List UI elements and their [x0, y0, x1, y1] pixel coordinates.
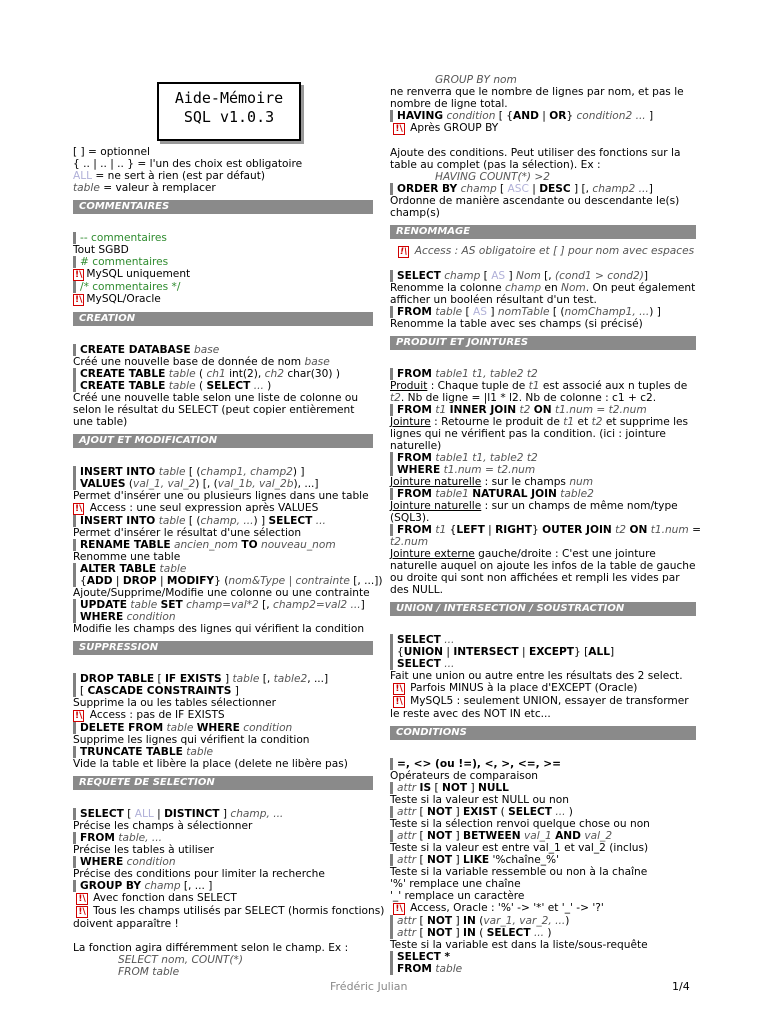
- legend-all: ALL = ne sert à rien (est par défaut): [73, 170, 266, 182]
- warning-icon: !\: [75, 270, 83, 280]
- warning-icon: !\: [78, 907, 86, 917]
- comment-dash: -- commentaires: [73, 232, 373, 244]
- section-header-conditions: CONDITIONS: [390, 726, 696, 740]
- warning-icon: !\: [75, 295, 83, 305]
- comment-block: /* commentaires */: [73, 281, 373, 293]
- warning-icon: !\: [75, 711, 83, 721]
- section-header-ajout: AJOUT ET MODIFICATION: [73, 434, 373, 448]
- warning-icon: !\: [395, 684, 403, 694]
- footer-page-number: 1/4: [672, 980, 690, 993]
- section-header-suppression: SUPPRESSION: [73, 641, 373, 655]
- footer-author: Frédéric Julian: [330, 980, 408, 993]
- section-header-union: UNION / INTERSECTION / SOUSTRACTION: [390, 602, 696, 616]
- warning-icon: !\: [78, 894, 86, 904]
- left-column: [ ] = optionnel { .. | .. | .. } = l'un des choix est obligatoire ALL = ne sert à rien (est par défaut) table = valeur à remplacer COMMENTAIRES -- commentaires Tout SGBD # commentaires !\ MySQL uniquement /* commentaires */ !\ MySQL/Oracle CREATION CREATE DATABASE base Créé une nouvelle base de donnée de nom base CREATE TABLE table ( ch1 int(2), ch2 char(30) ) CREATE TABLE table ( SELECT ... ) Créé une nouvelle table selon une liste de colonne ou selon le résultat du SELECT (peut copier entièrement une table) AJOUT ET MODIFICATION INSERT INTO table [ (champ1, champ2) ] VALUES (val_1, val_2) [, (val_1b, val_2b), ...] Permet d'insérer une ou plusieurs lignes dans une table !\ Access : une seul expression après VALUES INSERT INTO table [ (champ, ...) ] SELECT ... Permet d'insérer le résultat d'une sélection RENAME TABLE ancien_nom TO nouveau_nom Renomme une table ALTER TABLE table {ADD | DROP | MODIFY} (nom&Type | contrainte [, ...]) Ajoute/Supprime/Modifie une colonne ou une contrainte UPDATE table SET champ=val*2 [, champ2=val2 ...] WHERE condition Modifie les champs des lignes qui vérifient la condition SUPPRESSION DROP TABLE [ IF EXISTS ] table [, table2, ...] [ CASCADE CONSTRAINTS ] Supprime la ou les tables sélectionner !\ Access : pas de IF EXISTS DELETE FROM table WHERE condition Supprime les lignes qui vérifient la condition TRUNCATE TABLE table Vide la table et libère la place (delete ne libère pas) REQUETE DE SELECTION SELECT [ ALL | DISTINCT ] champ, ... Précise les champs à sélectionner FROM table, ... Précise les tables à utiliser WHERE condition Précise des conditions pour limiter la recherche GROUP BY champ [, ... ] !\ Avec fonction dans SELECT !\ Tous les champs utilisés par SELECT (hormis fonctions) doivent apparaître ! La fonction agira différemment selon le champ. Ex : SELECT nom, COUNT(*) FROM table: [73, 146, 385, 978]
- section-header-requete: REQUETE DE SELECTION: [73, 776, 373, 790]
- warning-icon: !\: [395, 124, 403, 134]
- comment-hash: # commentaires: [73, 256, 373, 268]
- legend-optional: [ ] = optionnel: [73, 146, 150, 158]
- warning-icon: !\: [395, 904, 403, 914]
- legend-table: table = valeur à remplacer: [73, 182, 216, 194]
- section-header-creation: CREATION: [73, 312, 373, 326]
- doc-version: SQL v1.0.3: [183, 108, 275, 126]
- right-column: GROUP BY nom ne renverra que le nombre de lignes par nom, et pas le nombre de ligne total. HAVING condition [ {AND | OR} condition2 ... ] !\ Après GROUP BY Ajoute des conditions. Peut utiliser des fonctions sur la table au complet (pas la sélection). Ex : HAVING COUNT(*) >2 ORDER BY champ [ ASC | DESC ] [, champ2 ...] Ordonne de manière ascendante ou descendante le(s) champ(s) RENOMMAGE !\ Access : AS obligatoire et [ ] pour nom avec espaces SELECT champ [ AS ] Nom [, (cond1 > cond2)] Renomme la colonne champ en Nom. On peut également afficher un booléen résultant d'un test. FROM table [ AS ] nomTable [ (nomChamp1, ...) ] Renomme la table avec ses champs (si précisé) PRODUIT ET JOINTURES FROM table1 t1, table2 t2 Produit : Chaque tuple de t1 est associé aux n tuples de t2. Nb de ligne = |l1 * l2. Nb de colonne : c1 + c2. FROM t1 INNER JOIN t2 ON t1.num = t2.num Jointure : Retourne le produit de t1 et t2 et supprime les lignes qui ne vérifient pas la condition. (ici : jointure naturelle) FROM table1 t1, table2 t2 WHERE t1.num = t2.num Jointure naturelle : sur le champs num FROM table1 NATURAL JOIN table2 Jointure naturelle : sur un champs de même nom/type (SQL3). FROM t1 {LEFT | RIGHT} OUTER JOIN t2 ON t1.num = t2.num Jointure externe gauche/droite : C'est une jointure naturelle auquel on ajoute les infos de la table de gauche ou droite qui sont non affichées et rempli les vides par des NULL. UNION / INTERSECTION / SOUSTRACTION SELECT ... {UNION | INTERSECT | EXCEPT} [ALL] SELECT ... Fait une union ou autre entre les résultats des 2 select. !\ Parfois MINUS à la place d'EXCEPT (Oracle) !\ MySQL5 : seulement UNION, essayer de transformer le reste avec des NOT IN etc... CONDITIONS =, <> (ou !=), <, >, <=, >= Opérateurs de comparaison attr IS [ NOT ] NULL Teste si la valeur est NULL ou non attr [ NOT ] EXIST ( SELECT ... ) Teste si la sélection renvoi quelque chose ou non attr [ NOT ] BETWEEN val_1 AND val_2 Teste si la valeur est entre val_1 et val_2 (inclus) attr [ NOT ] LIKE '%chaîne_%' Teste si la variable ressemble ou non à la chaîne '%' remplace une chaîne '_' remplace un caractère !\ Access, Oracle : '%' -> '*' et '_' -> '?' attr [ NOT ] IN (var_1, var_2, ...) attr [ NOT ] IN ( SELECT ... ) Teste si la variable est dans la liste/sous-requête SELECT * FROM table: [390, 74, 701, 975]
- section-header-produit: PRODUIT ET JOINTURES: [390, 336, 696, 350]
- section-header-renommage: RENOMMAGE: [390, 225, 696, 239]
- warning-icon: !\: [75, 504, 83, 514]
- legend-choice: { .. | .. | .. } = l'un des choix est obligatoire: [73, 158, 303, 170]
- warning-icon: !\: [400, 247, 408, 257]
- warning-icon: !\: [395, 697, 403, 707]
- doc-title: Aide-Mémoire: [174, 89, 284, 107]
- section-header-comments: COMMENTAIRES: [73, 200, 373, 214]
- doc-title-box: [157, 82, 301, 141]
